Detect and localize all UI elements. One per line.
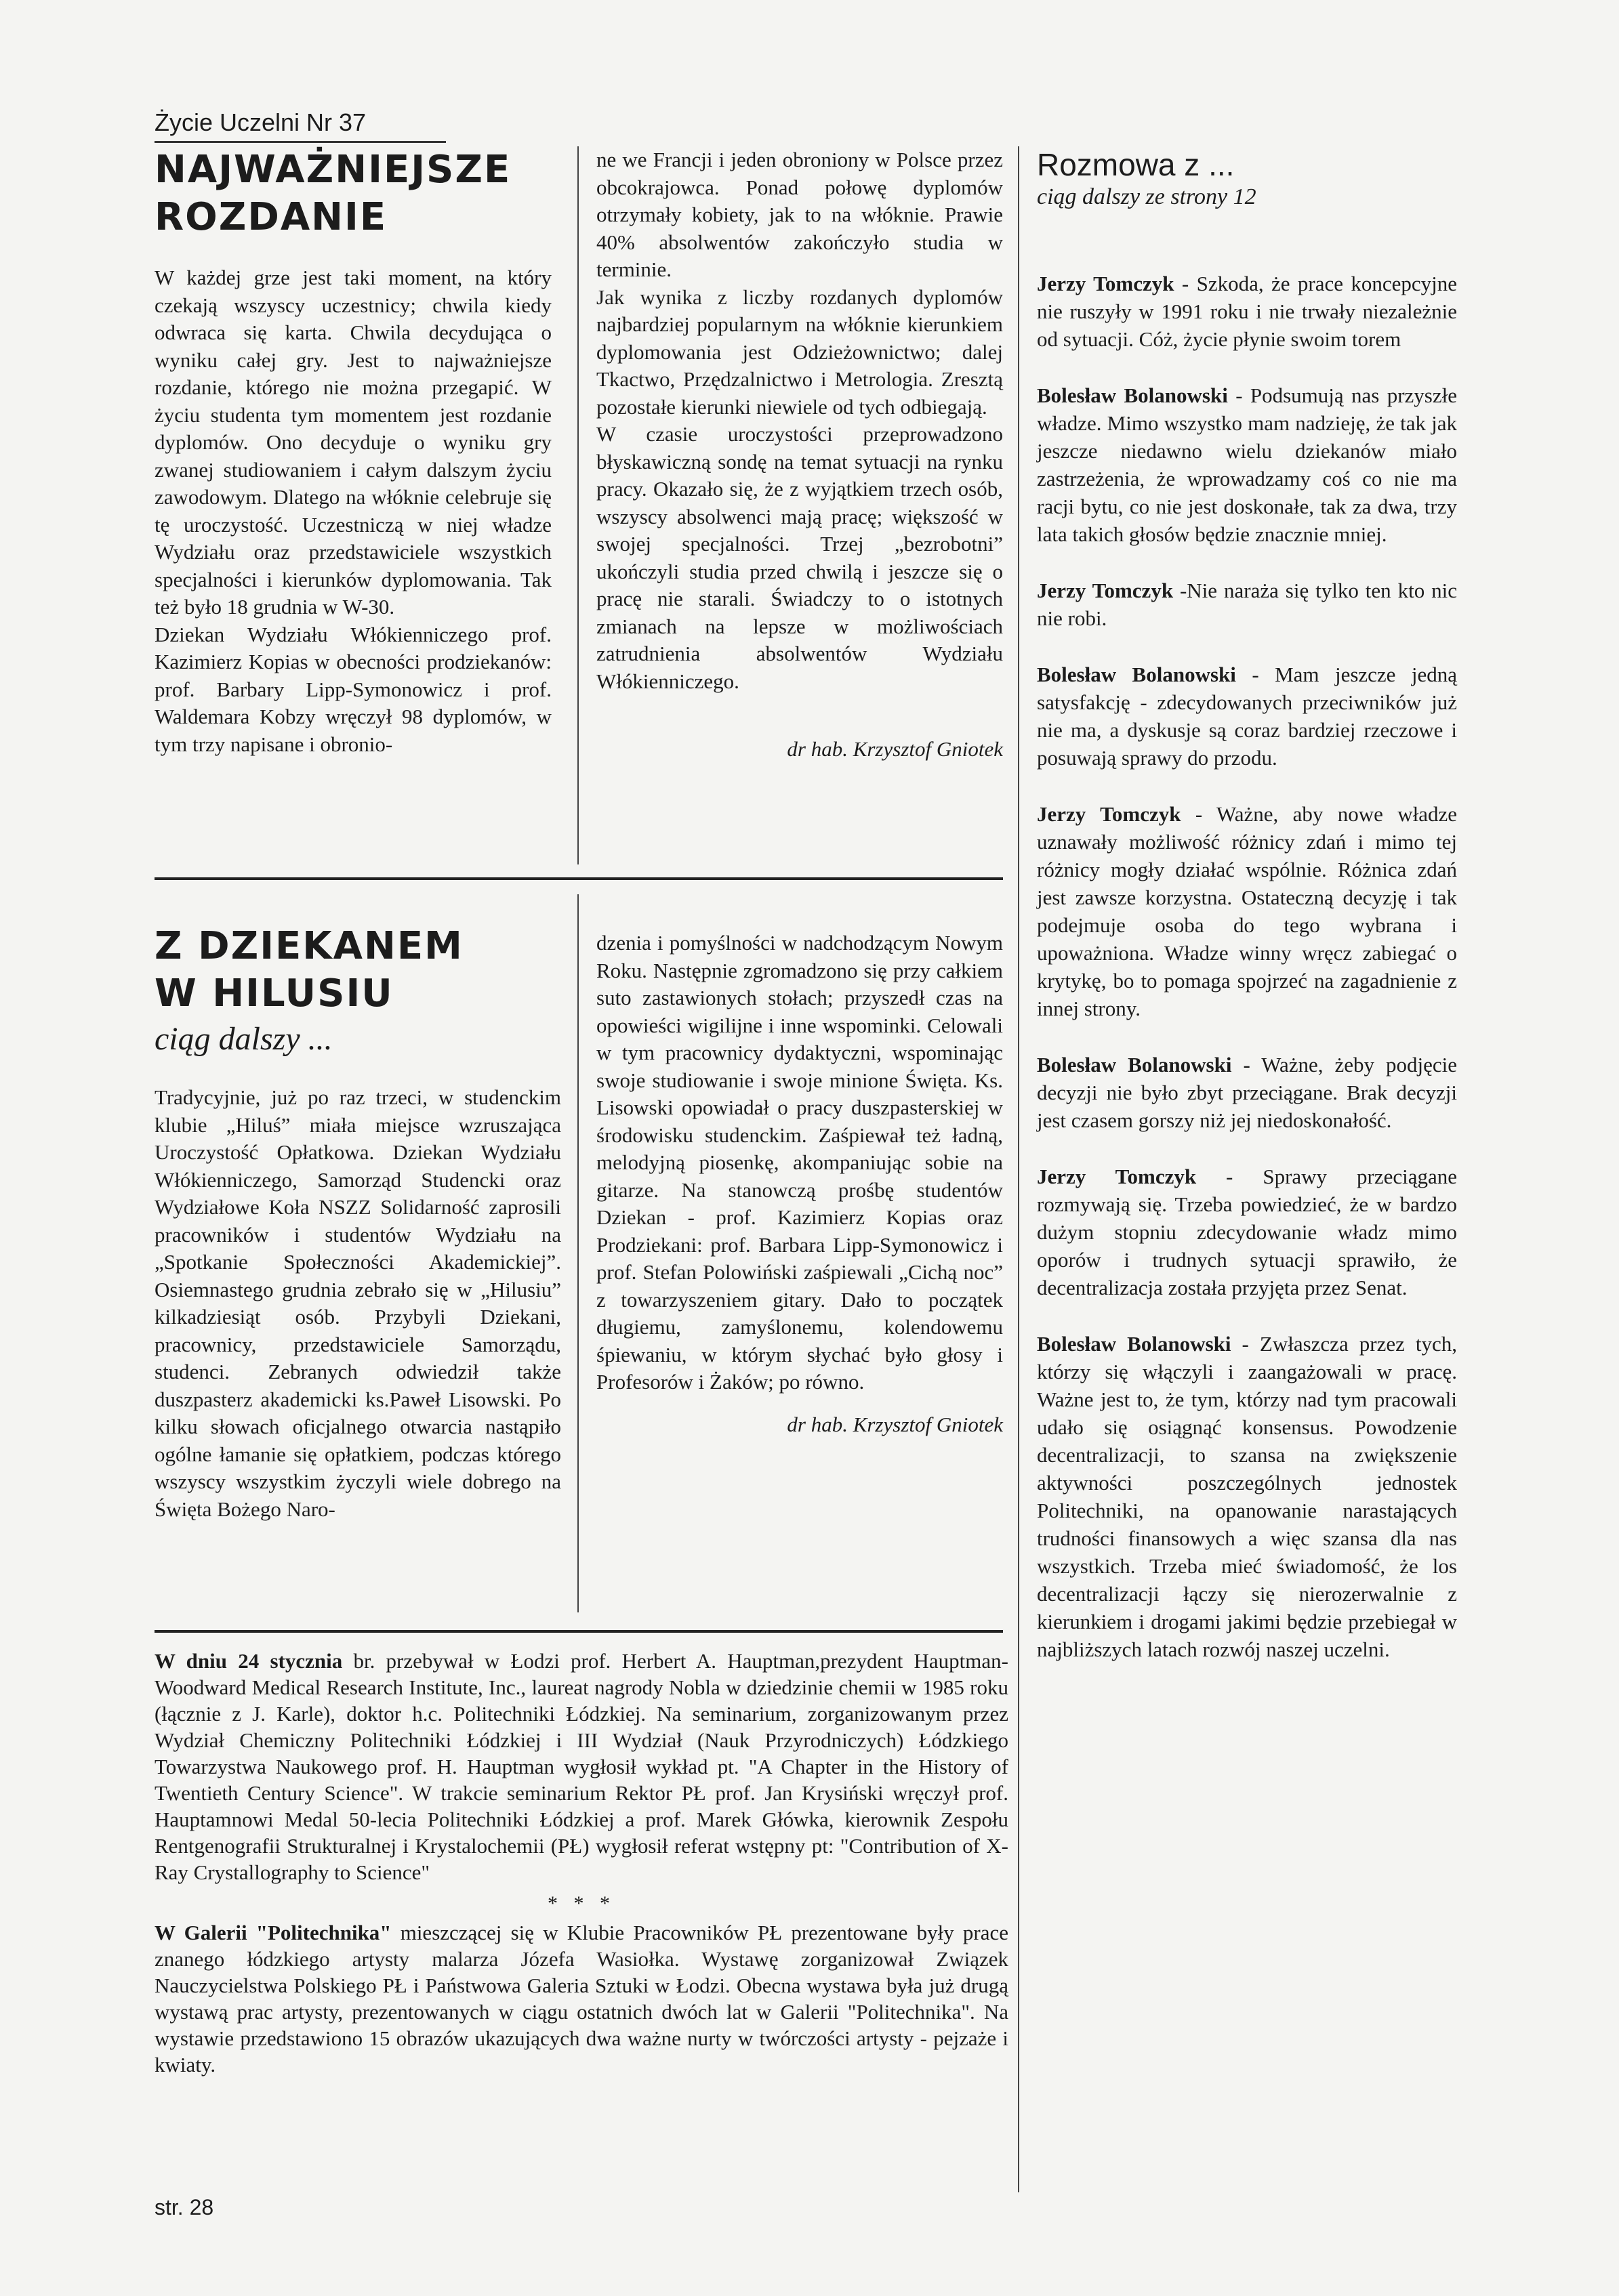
article2-title-line1: Z DZIEKANEM: [155, 924, 464, 968]
speaker-name: Jerzy Tomczyk: [1037, 579, 1174, 602]
interview-entry: [1037, 381, 1457, 548]
news-item-1-lead: W dniu 24 stycznia: [155, 1649, 343, 1673]
article2-title: [155, 923, 552, 1058]
article2-col1: [155, 1084, 561, 1523]
news-item-2-lead: W Galerii "Politechnika": [155, 1921, 392, 1944]
news-item-1: [155, 1648, 1008, 1885]
news-item-1-text: br. przebywał w Łodzi prof. Herbert A. Hauptman,prezydent Hauptman-Woodward Medical Research Institute, Inc., laureat nagrody Nobla w dziedzinie chemii w 1985 roku (łącznie z J. Karle), doktor h.c. Politechniki Łódzkiej. Na seminarium, zorganizowanym przez Wydział Chemiczny Politechniki Łódzkiej i III Wydział (Nauk Przyrodniczych) Łódzkiego Towarzystwa Naukowego prof. H. Hauptman wygłosił wykład pt. "A Chapter in the History of Twentieth Century Science". W trakcie seminarium Rektor PŁ prof. Jan Krysiński wręczył prof. Hauptamnowi Medal 50-lecia Politechniki Łódzkiej a prof. Marek Główka, kierownik Zespołu Rentgenografii Strukturalnej i Krystalochemii (PŁ) wygłosił referat wstępny pt: "Contribution of X-Ray Crystallography to Science": [155, 1649, 1008, 1884]
page-number: str. 28: [155, 2195, 214, 2219]
article2-col2-para1: dzenia i pomyślności w nadchodzącym Nowym Roku. Następnie zgromadzono się przy całkiem suto zastawionych stołach; przyszedł czas na opowieści wigilijne i inne wspominki. Celowali w tym pracownicy dydaktyczni, wspominając swoje studiowanie i swoje minione Święta. Ks. Lisowski opowiadał o pracy duszpasterskiej w środowisku studenckim. Zaśpiewał też ładną, melodyjną piosenkę, akompaniując sobie na gitarze. Na stanowczą prośbę studentów Dziekan - prof. Kazimierz Kopias oraz Prodziekani: prof. Barbara Lipp-Symonowicz i prof. Stefan Polowiński zaśpiewali „Cichą noc” z towarzyszeniem gitary. Dało to początek długiemu, zamyślonemu, kolendowemu śpiewaniu, w którym słychać było głosy i Profesorów i Żaków; po równo.: [596, 931, 1003, 1394]
article1-title-line2: ROZDANIE: [155, 195, 388, 239]
header-rule: [155, 141, 446, 143]
entry-text: - Ważne, aby nowe władze uznawały możliwość różnicy zdań i mimo tej różnicy mogły działać wspólnie. Różnica zdań jest zawsze korzystna. Ostateczną decyzję i tak podejmuje osoba do tego wybrana i upoważniona. Władze winny wręcz zabiegać o krytykę, bo to pomaga spojrzeć na zagadnienie z innej strony.: [1037, 802, 1457, 1020]
interview-title: Rozmowa z ...: [1037, 147, 1235, 182]
news-item-2: [155, 1919, 1008, 2078]
speaker-name: Jerzy Tomczyk: [1037, 802, 1181, 826]
entry-text: - Szkoda, że prace koncepcyjne nie ruszyły w 1991 roku i nie trwały niezależnie od sytuacji. Cóż, życie płynie swoim torem: [1037, 272, 1457, 351]
speaker-name: Bolesław Bolanowski: [1037, 1332, 1231, 1356]
entry-text: - Zwłaszcza przez tych, którzy się włączyli i zaangażowali w pracę. Ważne jest to, że tym, którzy nad tym pracowali udało się osiągnąć konsensus. Powodzenie decentralizacji, to szansa na zwiększenie aktywności poszczególnych jednostek Politechniki, na opanowanie narastających trudności finansowych a więc szansa dla nas wszystkich. Trzeba mieć świadomość, że los decentralizacji łączy się nierozerwalnie z kierunkiem i drogami jakimi będzie przebiegał w najbliższych latach rozwój naszej uczelni.: [1037, 1332, 1458, 1661]
interview-entry: [1037, 1051, 1457, 1134]
news-item-2-text: mieszczącej się w Klubie Pracowników PŁ prezentowane były prace znanego łódzkiego artysty malarza Józefa Wasiołka. Wystawę zorganizował Związek Nauczycielstwa Polskiego PŁ i Państwowa Galeria Sztuki w Łodzi. Obecna wystawa była już drugą wystawą prac artysty, prezentowanych w ciągu ostatnich dwóch lat w Galerii "Politechnika". Na wystawie przedstawiono 15 obrazów ukazujących dwa ważne nurty w twórczości artysty - pejzaże i kwiaty.: [155, 1921, 1008, 2076]
article1-title-line1: NAJWAŻNIEJSZE: [155, 148, 512, 192]
entry-text: - Podsumują nas przyszłe władze. Mimo wszystko mam nadzieję, że tak jak jeszcze niedawno wielu dziekanów miało zastrzeżenia, że wprowadzamy coś co nie ma racji bytu, co nie jest doskonałe, tak za dwa, trzy lata takich głosów będzie znacznie mniej.: [1037, 383, 1458, 546]
news-block: [155, 1648, 1008, 2078]
interview-subtitle: ciąg dalszy ze strony 12: [1037, 184, 1256, 209]
article1-col2-para3: W czasie uroczystości przeprowadzono błyskawiczną sondę na temat sytuacji na rynku pracy. Okazało się, że z wyjątkiem trzech osób, wszyscy absolwenci mają pracę; większość w swojej specjalności. Trzej „bezrobotni” ukończyli studia przed chwilą i jeszcze się o pracę nie starali. Świadczy to o istotnych zmianach na lepsze w możliwościach zatrudnienia absolwentów Wydziału Włókienniczego.: [596, 422, 1003, 693]
entry-text: - Mam jeszcze jedną satysfakcję - zdecydowanych przeciwników już nie ma, a dyskusje są coraz bardziej rzeczowe i posuwają sprawy do przodu.: [1037, 663, 1457, 770]
article2-col1-para1: Tradycyjnie, już po raz trzeci, w studenckim klubie „Hiluś” miała miejsce wzruszająca Uroczystość Opłatkowa. Dziekan Wydziału Włókienniczego, Samorząd Studencki oraz Wydziałowe Koła NSZZ Solidarność zaprosili pracowników i studentów Wydziału na „Spotkanie Społeczności Akademickiej”. Osiemnastego grudnia zebrało się w „Hilusiu” kilkadziesiąt osób. Przybyli Dziekani, pracownicy, przedstawiciele Samorządu, studenci. Zebranych odwiedził także duszpasterz akademicki ks.Paweł Lisowski. Po kilku słowach oficjalnego otwarcia nastąpiło ogólne łamanie się opłatkiem, podczas którego wszyscy wszystkim życzyli wiele dobrego na Święta Bożego Naro-: [155, 1085, 561, 1521]
article1-col1: [155, 264, 552, 758]
article1-signature: dr hab. Krzysztof Gniotek: [787, 737, 1003, 761]
column-divider: [577, 146, 579, 864]
interview-entry: [1037, 1163, 1457, 1301]
speaker-name: Bolesław Bolanowski: [1037, 1053, 1232, 1077]
interview-entry: [1037, 577, 1457, 632]
interview-entry: [1037, 270, 1457, 353]
article-separator-rule: [155, 877, 1003, 880]
article1-title: [155, 146, 534, 241]
entry-text: - Sprawy przeciągane rozmywają się. Trzeba powiedzieć, że w bardzo dużym stopniu zdecydowanie władz mimo oporów i trudnych sytuacji sprawiło, że decentralizacja została przyjęta przez Senat.: [1037, 1165, 1457, 1299]
article1-col1-para2: Dziekan Wydziału Włókienniczego prof. Kazimierz Kopias w obecności prodziekanów: prof. Barbary Lipp-Symonowicz i prof. Waldemara Kobzy wręczył 98 dyplomów, w tym trzy napisane i obronio-: [155, 622, 552, 756]
speaker-name: Bolesław Bolanowski: [1037, 663, 1236, 686]
entry-text: -Nie naraża się tylko ten kto nic nie robi.: [1037, 579, 1457, 630]
interview-entry: [1037, 800, 1457, 1022]
article2-subtitle: ciąg dalszy ...: [155, 1021, 333, 1057]
news-separator-rule: [155, 1630, 1003, 1633]
article1-col2: [596, 146, 1003, 764]
article1-col2-para1: ne we Francji i jeden obroniony w Polsce przez obcokrajowca. Ponad połowę dyplomów otrzymały kobiety, jak to na włóknie. Prawie 40% absolwentów zakończyło studia w terminie.: [596, 148, 1003, 281]
column-divider-2: [577, 894, 579, 1612]
news-separator-stars: * * *: [548, 1892, 615, 1915]
interview-body: [1037, 270, 1457, 1663]
article1-col2-para2: Jak wynika z liczby rozdanych dyplomów najbardziej popularnym na włóknie kierunkiem dyplomowania jest Odzieżownictwo; dalej Tkactwo, Przędzalnictwo i Metrologia. Zresztą pozostałe kierunki niewiele od tych odbiegają.: [596, 285, 1003, 419]
entry-text: - Ważne, żeby podjęcie decyzji nie było zbyt przeciągane. Brak decyzji jest czasem gorszy niż jej niedoskonałość.: [1037, 1053, 1458, 1132]
interview-entry: [1037, 1330, 1457, 1663]
interview-entry: [1037, 661, 1457, 772]
article1-col1-para1: W każdej grze jest taki moment, na który czekają wszyscy uczestnicy; chwila kiedy odwraca się karta. Chwila decydująca o wyniku całej gry. Jest to najważniejsze rozdanie, którego nie można przegapić. W życiu studenta tym momentem jest rozdanie dyplomów. Ono decyduje o wyniku gry zwanej studiowaniem i całym dalszym życiu zawodowym. Dlatego na włóknie celebruje się tę uroczystość. Uczestniczą w niej władze Wydziału oraz przedstawiciele wszystkich specjalności i kierunków dyplomowania. Tak też było 18 grudnia w W-30.: [155, 266, 552, 619]
article2-col2: [596, 930, 1003, 1438]
speaker-name: Jerzy Tomczyk: [1037, 272, 1174, 295]
page-header: Życie Uczelni Nr 37: [155, 108, 367, 136]
interview: [1037, 146, 1457, 1692]
right-column-divider: [1018, 146, 1019, 2192]
speaker-name: Jerzy Tomczyk: [1037, 1165, 1197, 1188]
speaker-name: Bolesław Bolanowski: [1037, 383, 1228, 407]
article2-title-line2: W HILUSIU: [155, 972, 394, 1016]
article2-signature: dr hab. Krzysztof Gniotek: [787, 1412, 1003, 1436]
